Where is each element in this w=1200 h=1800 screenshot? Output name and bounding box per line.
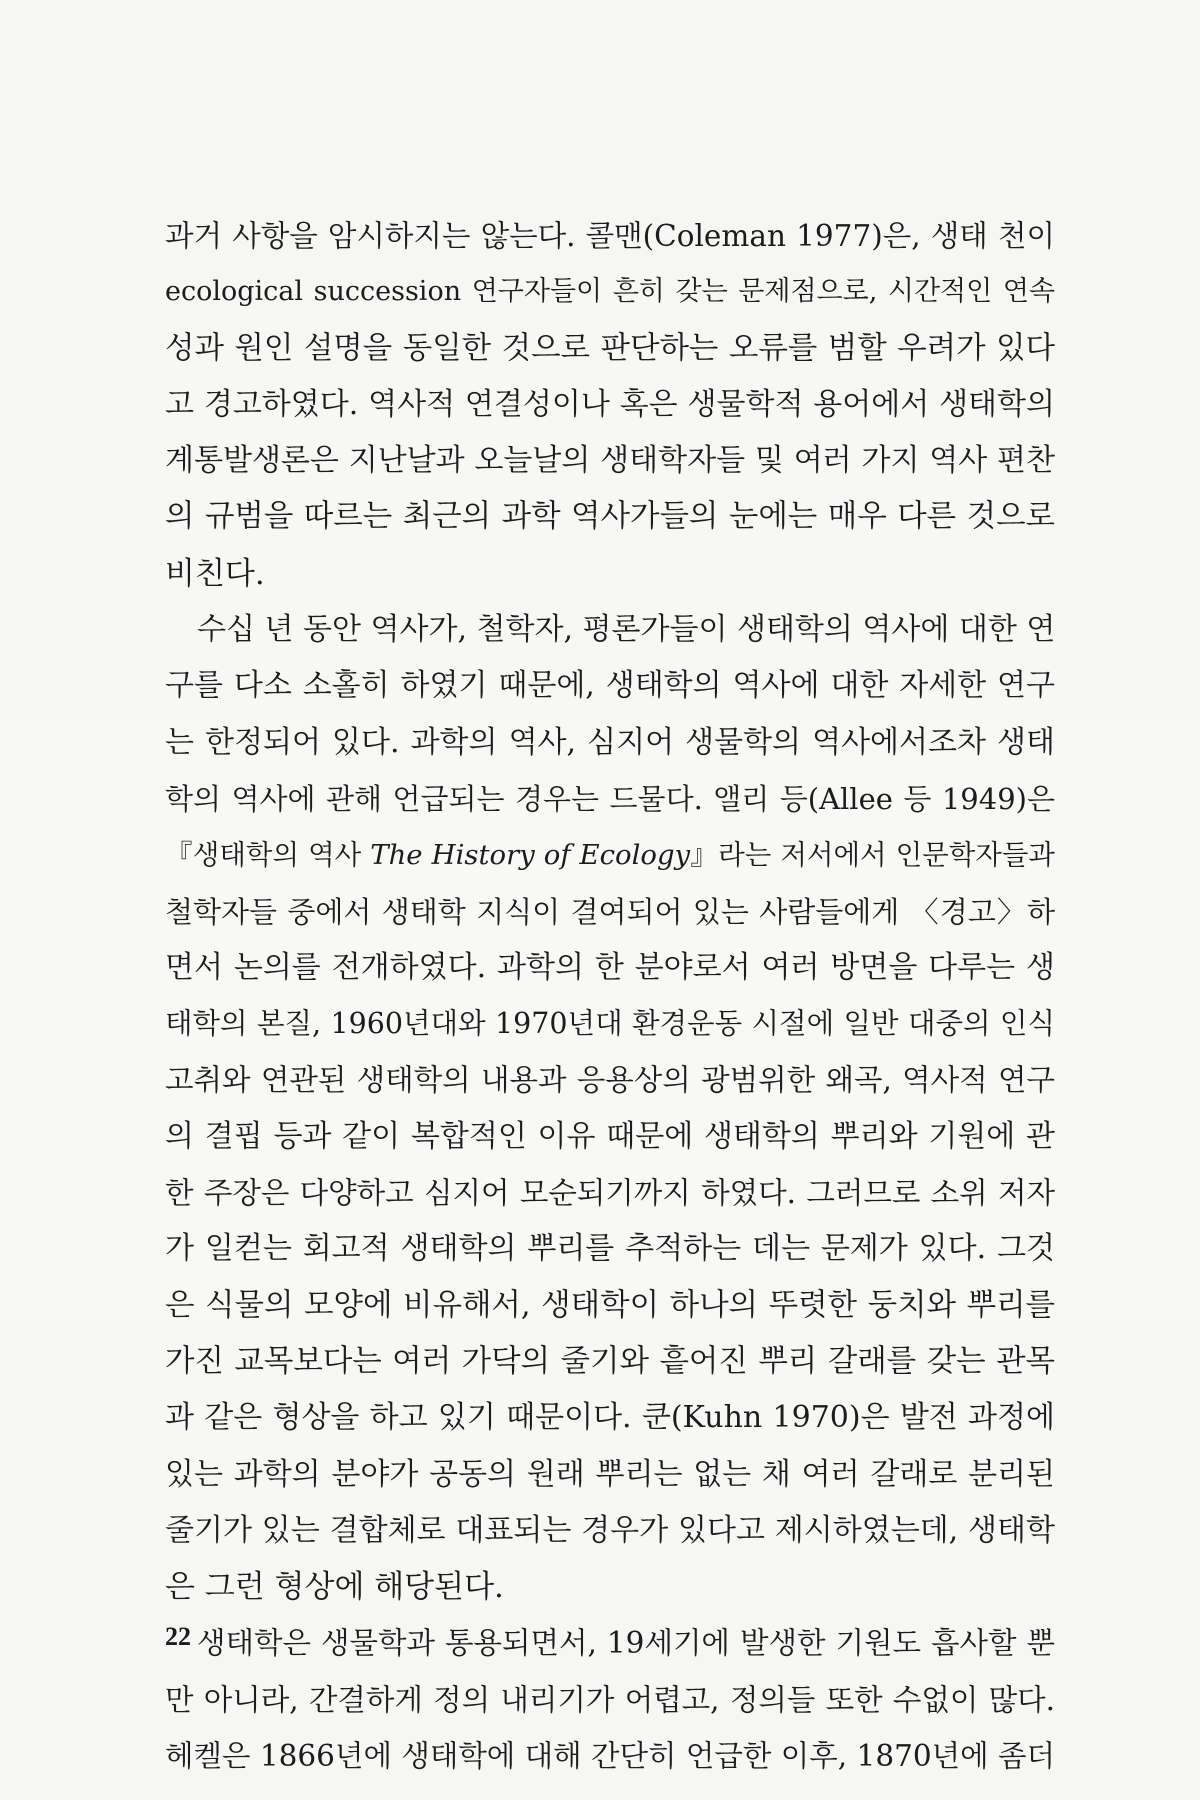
text-line: 고 경고하였다. 역사적 연결성이나 혹은 생물학적 용어에서 생태학의 (165, 386, 1055, 422)
text-line: 고취와 연관된 생태학의 내용과 응용상의 광범위한 왜곡, 역사적 연구 (165, 1063, 1055, 1098)
page-number: 22 (165, 1622, 191, 1651)
text-line: 과거 사항을 암시하지는 않는다. 콜맨(Coleman 1977)은, 생태 천이 (165, 219, 1055, 253)
text-line: 학의 역사에 관해 언급되는 경우는 드물다. 앨리 등(Allee 등 1949)은 (165, 781, 1055, 816)
text-line: 태학의 본질, 1960년대와 1970년대 환경운동 시절에 일반 대중의 인식 (165, 1007, 1055, 1041)
book-title-before: 『생태학의 역사 (165, 839, 371, 872)
text-line: 있는 과학의 분야가 공동의 원래 뿌리는 없는 채 여러 갈래로 분리된 (165, 1456, 1055, 1492)
book-title-line (165, 827, 1055, 883)
text-line: 의 결핍 등과 같이 복합적인 이유 때문에 생태학의 뿌리와 기원에 관 (165, 1118, 1055, 1154)
text-line: 헤켈은 1866년에 생태학에 대해 간단히 언급한 이후, 1870년에 좀더 (165, 1739, 1055, 1774)
text-line: 의 규범을 따르는 최근의 과학 역사가들의 눈에는 매우 다른 것으로 (165, 499, 1055, 535)
text-line: 가 일컫는 회고적 생태학의 뿌리를 추적하는 데는 문제가 있다. 그것 (165, 1231, 1055, 1267)
text-line: 은 식물의 모양에 비유해서, 생태학이 하나의 뚜렷한 둥치와 뿌리를 (165, 1287, 1055, 1323)
text-line: 는 한정되어 있다. 과학의 역사, 심지어 생물학의 역사에서조차 생태 (165, 724, 1055, 760)
text-line: 계통발생론은 지난날과 오늘날의 생태학자들 및 여러 가지 역사 편찬 (165, 443, 1055, 479)
text-line: 비친다. (165, 555, 265, 592)
text-line: 구를 다소 소홀히 하였기 때문에, 생태학의 역사에 대한 자세한 연구 (165, 668, 1055, 704)
paragraph-1 (165, 208, 1055, 602)
paragraph-2 (165, 602, 1055, 1615)
text-line: 면서 논의를 전개하였다. 과학의 한 분야로서 여러 방면을 다루는 생 (165, 949, 1055, 985)
text-line: 과 같은 형상을 하고 있기 때문이다. 쿤(Kuhn 1970)은 발전 과정에 (165, 1400, 1055, 1436)
book-title-after: 』라는 저서에서 인문학자들과 (690, 839, 1055, 872)
text-line: 철학자들 중에서 생태학 지식이 결여되어 있는 사람들에게 〈경고〉하 (165, 894, 1055, 929)
text-line: 수십 년 동안 역사가, 철학자, 평론가들이 생태학의 역사에 대한 연 (197, 612, 1056, 648)
text-line: 은 그런 형상에 해당된다. (165, 1569, 504, 1606)
text-line: 가진 교목보다는 여러 가닥의 줄기와 흩어진 뿌리 갈래를 갖는 관목 (165, 1343, 1055, 1379)
body-text (165, 208, 1055, 1784)
text-line: 성과 원인 설명을 동일한 것으로 판단하는 오류를 범할 우려가 있다 (165, 330, 1055, 366)
text-line: 생태학은 생물학과 통용되면서, 19세기에 발생한 기원도 흡사할 뿐 (197, 1626, 1055, 1661)
text-line: 줄기가 있는 결합체로 대표되는 경우가 있다고 제시하였는데, 생태학 (165, 1512, 1055, 1548)
text-line: 만 아니라, 간결하게 정의 내리기가 어렵고, 정의들 또한 수없이 많다. (165, 1682, 1055, 1717)
paragraph-3 (165, 1615, 1055, 1784)
text-line: 한 주장은 다양하고 심지어 모순되기까지 하였다. 그러므로 소위 저자 (165, 1176, 1055, 1211)
text-line: ecological succession 연구자들이 흔히 갖는 문제점으로, 시간적인 연속 (165, 276, 1055, 308)
book-title-italic: The History of Ecology (370, 839, 691, 872)
